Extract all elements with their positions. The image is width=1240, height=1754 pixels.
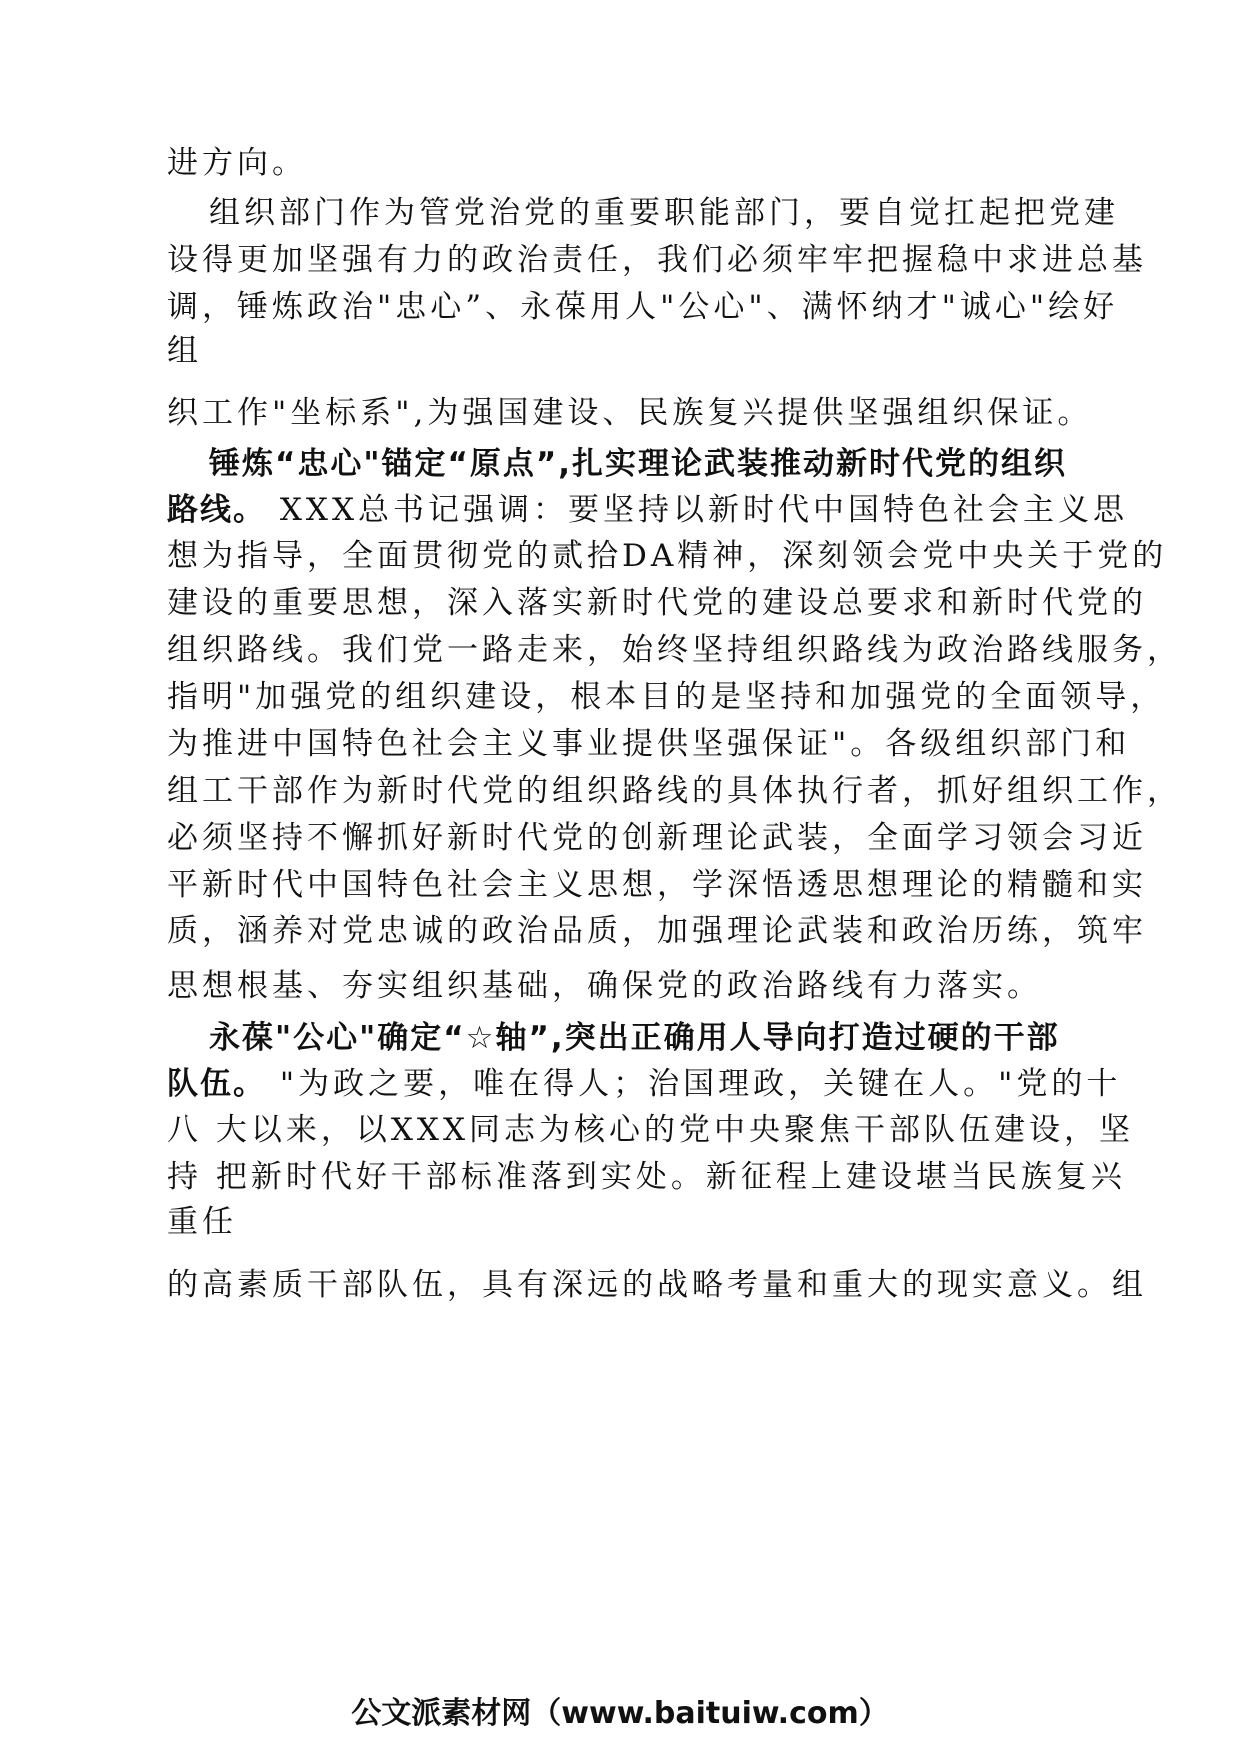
- paragraph-line: 持 把新时代好干部标准落到实处。新征程上建设堪当民族复兴: [167, 1159, 1126, 1195]
- paragraph-line: 组织部门作为管党治党的重要职能部门，要自觉扛起把党建: [209, 195, 1119, 231]
- paragraph-line: 思想根基、夯实组织基础，确保党的政治路线有力落实。: [167, 968, 1042, 1004]
- paragraph-line: 的高素质干部队伍，具有深远的战略考量和重大的现实意义。组: [167, 1267, 1147, 1303]
- paragraph-line: 指明"加强党的组织建设，根本目的是坚持和加强党的全面领导，: [167, 679, 1166, 715]
- paragraph-line: [167, 1064, 1121, 1104]
- paragraph-line: 八 大以来，以XXX同志为核心的党中央聚焦干部队伍建设，坚: [167, 1112, 1135, 1148]
- section-heading-end: 队伍。: [167, 1066, 266, 1102]
- paragraph-line: 设得更加坚强有力的政治责任，我们必须牢牢把握稳中求进总基: [167, 242, 1147, 278]
- paragraph-line: 质，涵养对党忠诚的政治品质，加强理论武装和政治历练，筑牢: [167, 913, 1147, 949]
- paragraph-text: XXX总书记强调：要坚持以新时代中国特色社会主义思: [266, 492, 1129, 528]
- paragraph-line: 想为指导，全面贯彻党的贰拾DA精神，深刻领会党中央关于党的: [167, 538, 1168, 574]
- section-heading: 永葆"公心"确定“☆轴”,突出正确用人导向打造过硬的干部: [209, 1020, 1060, 1056]
- paragraph-line: 调，锤炼政治"忠心”、永葆用人"公心"、满怀纳才"诚心"绘好: [167, 289, 1119, 325]
- paragraph-line: 重任: [167, 1204, 237, 1240]
- paragraph-line: 进方向。: [167, 145, 307, 181]
- footer-watermark: 公文派素材网（www.baituiw.com）: [351, 1696, 889, 1731]
- paragraph-line: 为推进中国特色社会主义事业提供坚强保证"。各级组织部门和: [167, 726, 1131, 762]
- paragraph-line: [167, 490, 1128, 530]
- paragraph-line: 必须坚持不懈抓好新时代党的创新理论武装，全面学习领会习近: [167, 820, 1147, 856]
- paragraph-line: 组织路线。我们党一路走来，始终坚持组织路线为政治路线服务，: [167, 632, 1182, 668]
- paragraph-line: 组工干部作为新时代党的组织路线的具体执行者，抓好组织工作，: [167, 773, 1182, 809]
- paragraph-line: 建设的重要思想，深入落实新时代党的建设总要求和新时代党的: [167, 585, 1147, 621]
- paragraph-text: "为政之要，唯在得人；治国理政，关键在人。"党的十: [266, 1066, 1122, 1102]
- paragraph-line: 组: [167, 333, 202, 369]
- section-heading-end: 路线。: [167, 492, 266, 528]
- section-heading: 锤炼“忠心"锚定“原点”,扎实理论武装推动新时代党的组织: [209, 446, 1068, 482]
- paragraph-line: 平新时代中国特色社会主义思想，学深悟透思想理论的精髓和实: [167, 867, 1147, 903]
- paragraph-line: 织工作"坐标系",为强国建设、民族复兴提供坚强组织保证。: [167, 395, 1093, 431]
